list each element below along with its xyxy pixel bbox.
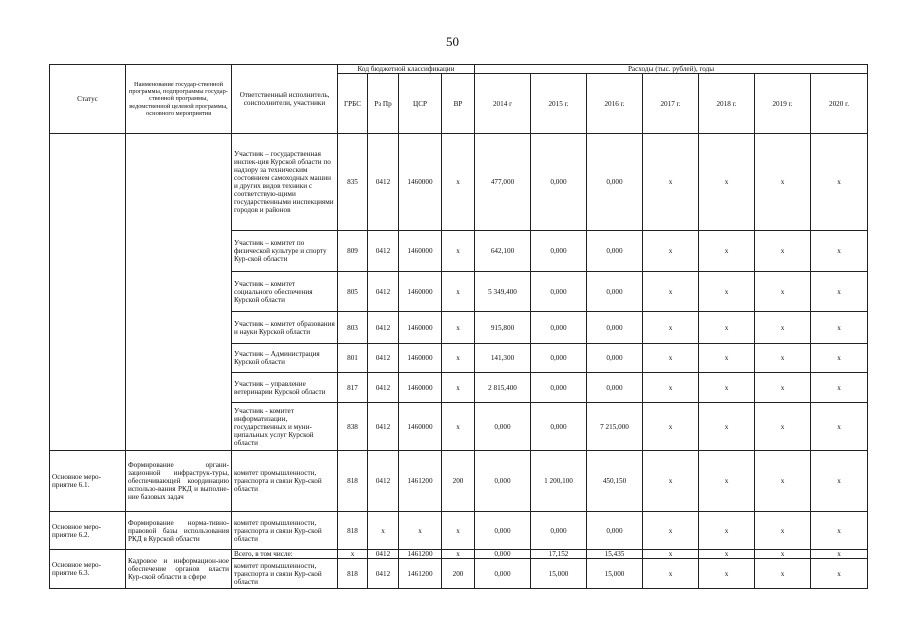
value-2016-cell: 15,000 — [587, 559, 643, 589]
value-2016-cell: 0,000 — [587, 312, 643, 344]
value-2019-cell: х — [755, 550, 811, 559]
value-2014-cell: 915,800 — [475, 312, 531, 344]
value-2018-cell: х — [699, 403, 755, 451]
value-2019-cell: х — [755, 373, 811, 403]
header-year-2018: 2018 г. — [699, 74, 755, 134]
grbs-cell: х — [338, 550, 368, 559]
grbs-cell: 817 — [338, 373, 368, 403]
grbs-cell: 818 — [338, 512, 368, 550]
status-cell — [50, 134, 126, 451]
header-year-2017: 2017 г. — [643, 74, 699, 134]
csr-cell: 1460000 — [399, 134, 442, 231]
rzpr-cell: 0412 — [368, 134, 399, 231]
header-status: Статус — [50, 65, 126, 134]
value-2016-cell: 450,150 — [587, 451, 643, 512]
program-cell: Формирование органи-зационной инфраструк-туры, обеспечивающей координацию использо-вания РКД и выполне-ние базовых задач — [126, 451, 232, 512]
rzpr-cell: х — [368, 512, 399, 550]
header-vr: ВР — [442, 74, 475, 134]
header-expenses: Расходы (тыс. рублей), годы — [475, 65, 868, 74]
header-year-2020: 2020 г. — [811, 74, 868, 134]
value-2018-cell: х — [699, 344, 755, 373]
value-2017-cell: х — [643, 312, 699, 344]
value-2014-cell: 0,000 — [475, 550, 531, 559]
rzpr-cell: 0412 — [368, 272, 399, 312]
executor-cell: Участник - комитет информатизации, государственных и муни-ципальных услуг Курской области — [232, 403, 338, 451]
csr-cell: 1461200 — [399, 559, 442, 589]
grbs-cell: 818 — [338, 559, 368, 589]
rzpr-cell: 0412 — [368, 451, 399, 512]
executor-cell: Участник – комитет социального обеспечения Курской области — [232, 272, 338, 312]
csr-cell: 1460000 — [399, 403, 442, 451]
header-budget-code: Код бюджетной классификации — [338, 65, 475, 74]
csr-cell: 1460000 — [399, 272, 442, 312]
grbs-cell: 803 — [338, 312, 368, 344]
value-2017-cell: х — [643, 373, 699, 403]
vr-cell: х — [442, 403, 475, 451]
header-year-2016: 2016 г. — [587, 74, 643, 134]
header-year-2014: 2014 г — [475, 74, 531, 134]
value-2019-cell: х — [755, 272, 811, 312]
value-2017-cell: х — [643, 231, 699, 272]
value-2016-cell: 0,000 — [587, 231, 643, 272]
header-csr: ЦСР — [399, 74, 442, 134]
value-2015-cell: 0,000 — [531, 272, 587, 312]
value-2015-cell: 15,000 — [531, 559, 587, 589]
value-2019-cell: х — [755, 134, 811, 231]
value-2015-cell: 0,000 — [531, 231, 587, 272]
value-2020-cell: х — [811, 403, 868, 451]
value-2020-cell: х — [811, 373, 868, 403]
value-2017-cell: х — [643, 403, 699, 451]
value-2014-cell: 642,100 — [475, 231, 531, 272]
value-2018-cell: х — [699, 550, 755, 559]
executor-cell: Всего, в том числе: — [232, 550, 338, 559]
value-2018-cell: х — [699, 231, 755, 272]
executor-cell: Участник – управление ветеринарии Курской области — [232, 373, 338, 403]
value-2018-cell: х — [699, 272, 755, 312]
rzpr-cell: 0412 — [368, 559, 399, 589]
status-cell: Основное меро-приятие 6.3. — [50, 550, 126, 589]
rzpr-cell: 0412 — [368, 312, 399, 344]
header-grbs: ГРБС — [338, 74, 368, 134]
program-cell: Формирование норма-тивно-правовой базы использования РКД в Курской области — [126, 512, 232, 550]
vr-cell: х — [442, 512, 475, 550]
value-2016-cell: 15,435 — [587, 550, 643, 559]
value-2019-cell: х — [755, 512, 811, 550]
vr-cell: х — [442, 550, 475, 559]
csr-cell: 1461200 — [399, 550, 442, 559]
table-row — [50, 134, 868, 231]
executor-cell: комитет промышленности, транспорта и связи Кур-ской области — [232, 559, 338, 589]
grbs-cell: 809 — [338, 231, 368, 272]
value-2018-cell: х — [699, 312, 755, 344]
vr-cell: х — [442, 272, 475, 312]
executor-cell: Участник – Администрация Курской области — [232, 344, 338, 373]
csr-cell: 1460000 — [399, 312, 442, 344]
value-2015-cell: 0,000 — [531, 512, 587, 550]
csr-cell: 1460000 — [399, 373, 442, 403]
value-2018-cell: х — [699, 451, 755, 512]
status-cell: Основное меро-приятие 6.2. — [50, 512, 126, 550]
budget-table — [49, 64, 868, 589]
value-2020-cell: х — [811, 231, 868, 272]
value-2014-cell: 0,000 — [475, 451, 531, 512]
vr-cell: х — [442, 344, 475, 373]
value-2019-cell: х — [755, 451, 811, 512]
value-2018-cell: х — [699, 134, 755, 231]
value-2015-cell: 17,152 — [531, 550, 587, 559]
executor-cell: Участник – комитет по физической культуре и спорту Кур-ской области — [232, 231, 338, 272]
value-2018-cell: х — [699, 512, 755, 550]
value-2016-cell: 0,000 — [587, 344, 643, 373]
value-2019-cell: х — [755, 559, 811, 589]
vr-cell: х — [442, 312, 475, 344]
grbs-cell: 818 — [338, 451, 368, 512]
value-2017-cell: х — [643, 344, 699, 373]
value-2016-cell: 0,000 — [587, 512, 643, 550]
grbs-cell: 838 — [338, 403, 368, 451]
vr-cell: х — [442, 373, 475, 403]
status-cell: Основное меро-приятие 6.1. — [50, 451, 126, 512]
vr-cell: 200 — [442, 559, 475, 589]
value-2017-cell: х — [643, 272, 699, 312]
value-2018-cell: х — [699, 373, 755, 403]
rzpr-cell: 0412 — [368, 550, 399, 559]
value-2015-cell: 1 200,100 — [531, 451, 587, 512]
value-2014-cell: 0,000 — [475, 559, 531, 589]
executor-cell: Участник – комитет образования и науки Курской области — [232, 312, 338, 344]
value-2016-cell: 0,000 — [587, 272, 643, 312]
value-2017-cell: х — [643, 451, 699, 512]
value-2019-cell: х — [755, 403, 811, 451]
value-2020-cell: х — [811, 344, 868, 373]
value-2016-cell: 0,000 — [587, 134, 643, 231]
value-2014-cell: 5 349,400 — [475, 272, 531, 312]
header-program-name: Наименование государ-ственной программы, подпрограммы государ-ственной программы, ведомственной целевой программы, основного мероприятия — [126, 65, 232, 134]
value-2015-cell: 0,000 — [531, 373, 587, 403]
csr-cell: 1460000 — [399, 344, 442, 373]
value-2015-cell: 0,000 — [531, 344, 587, 373]
value-2018-cell: х — [699, 559, 755, 589]
value-2017-cell: х — [643, 559, 699, 589]
csr-cell: 1461200 — [399, 451, 442, 512]
header-year-2015: 2015 г. — [531, 74, 587, 134]
vr-cell: х — [442, 134, 475, 231]
value-2020-cell: х — [811, 550, 868, 559]
header-executor: Ответственный исполнитель, соисполнители, участники — [232, 65, 338, 134]
header-year-2019: 2019 г. — [755, 74, 811, 134]
vr-cell: х — [442, 231, 475, 272]
value-2014-cell: 477,000 — [475, 134, 531, 231]
value-2020-cell: х — [811, 134, 868, 231]
header-rzpr: Рз Пр — [368, 74, 399, 134]
rzpr-cell: 0412 — [368, 231, 399, 272]
value-2017-cell: х — [643, 550, 699, 559]
executor-cell: Участник – государственная инспек-ция Курской области по надзору за техническим состоянием самоходных машин и других видов техники с соответствую-щими государственными инспекциями городов и районов — [232, 134, 338, 231]
grbs-cell: 801 — [338, 344, 368, 373]
table-row — [50, 451, 868, 512]
value-2017-cell: х — [643, 134, 699, 231]
rzpr-cell: 0412 — [368, 403, 399, 451]
executor-cell: комитет промышленности, транспорта и связи Кур-ской области — [232, 512, 338, 550]
value-2014-cell: 0,000 — [475, 403, 531, 451]
program-cell: Кадровое и информацион-ное обеспечение органов власти Кур-ской области в сфере — [126, 550, 232, 589]
value-2019-cell: х — [755, 312, 811, 344]
rzpr-cell: 0412 — [368, 344, 399, 373]
csr-cell: 1460000 — [399, 231, 442, 272]
value-2020-cell: х — [811, 451, 868, 512]
value-2015-cell: 0,000 — [531, 403, 587, 451]
value-2014-cell: 2 815,400 — [475, 373, 531, 403]
value-2015-cell: 0,000 — [531, 312, 587, 344]
value-2020-cell: х — [811, 312, 868, 344]
grbs-cell: 835 — [338, 134, 368, 231]
value-2015-cell: 0,000 — [531, 134, 587, 231]
value-2016-cell: 0,000 — [587, 373, 643, 403]
value-2014-cell: 141,300 — [475, 344, 531, 373]
value-2020-cell: х — [811, 559, 868, 589]
executor-cell: комитет промышленности, транспорта и связи Кур-ской области — [232, 451, 338, 512]
vr-cell: 200 — [442, 451, 475, 512]
value-2020-cell: х — [811, 272, 868, 312]
csr-cell: х — [399, 512, 442, 550]
table-row — [50, 550, 868, 559]
value-2014-cell: 0,000 — [475, 512, 531, 550]
table-row — [50, 512, 868, 550]
grbs-cell: 805 — [338, 272, 368, 312]
rzpr-cell: 0412 — [368, 373, 399, 403]
value-2019-cell: х — [755, 344, 811, 373]
program-cell — [126, 134, 232, 451]
value-2016-cell: 7 215,000 — [587, 403, 643, 451]
value-2017-cell: х — [643, 512, 699, 550]
value-2020-cell: х — [811, 512, 868, 550]
page-number: 50 — [446, 34, 459, 49]
value-2019-cell: х — [755, 231, 811, 272]
